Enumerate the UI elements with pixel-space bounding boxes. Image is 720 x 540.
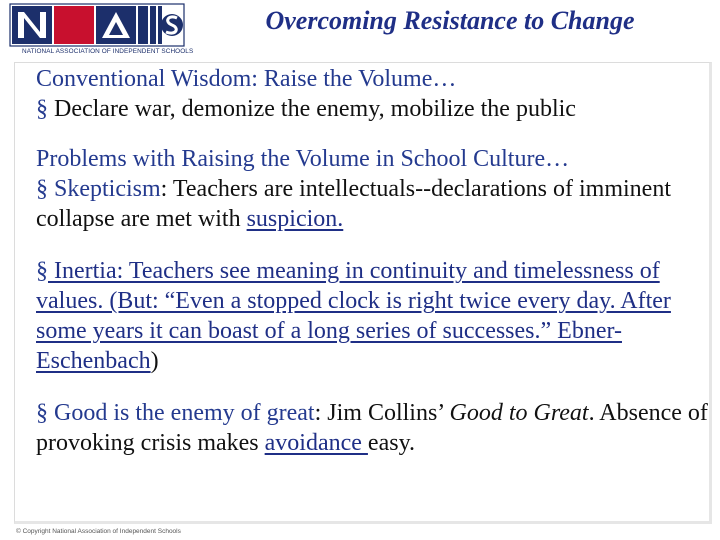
copyright-footer: © Copyright National Association of Independent Schools (16, 528, 181, 535)
nais-logo (6, 2, 194, 62)
good-enemy-term: Good is the enemy of great (48, 400, 315, 426)
slide-body (36, 64, 710, 458)
book-title: Good to Great (449, 400, 589, 426)
bullet-icon: § (36, 258, 48, 284)
suspicion-link[interactable]: suspicion. (246, 206, 344, 232)
logo-caption: NATIONAL ASSOCIATION OF INDEPENDENT SCHOOLS (22, 48, 194, 55)
spacer (36, 376, 710, 398)
good-text-c: easy. (367, 430, 416, 456)
inertia-close-paren: ) (150, 348, 159, 374)
conventional-wisdom-line: Declare war, demonize the enemy, mobilize the public (54, 96, 576, 122)
slide-title: Overcoming Resistance to Change (265, 6, 635, 35)
bullet-icon: § (36, 96, 48, 122)
spacer (36, 234, 710, 256)
skepticism-text: : Teachers are intellectuals--declarations of imminent collapse are met with (36, 176, 671, 232)
inertia-link[interactable]: Inertia: Teachers see meaning in continuity and timelessness of values. (But: “Even a stopped clock is right twice every day. After some years it can boast of a long series of successes.” Ebner-Eschenbach (36, 258, 671, 374)
good-text-b: . Absence of provoking crisis makes (36, 400, 708, 456)
spacer (36, 124, 710, 144)
avoidance-link[interactable]: avoidance (264, 430, 368, 456)
bullet-icon: § (36, 400, 48, 426)
problems-block (36, 144, 710, 234)
conventional-wisdom-heading: Conventional Wisdom: Raise the Volume… (36, 66, 457, 92)
problems-heading: Problems with Raising the Volume in School Culture… (36, 146, 570, 172)
good-text-a: : Jim Collins’ (314, 400, 450, 426)
skepticism-term: Skepticism (54, 176, 161, 202)
nais-logo-mark (6, 2, 188, 48)
conventional-wisdom-block (36, 64, 710, 124)
bullet-icon: § (36, 176, 48, 202)
inertia-block (36, 256, 710, 376)
good-to-great-block (36, 398, 710, 458)
